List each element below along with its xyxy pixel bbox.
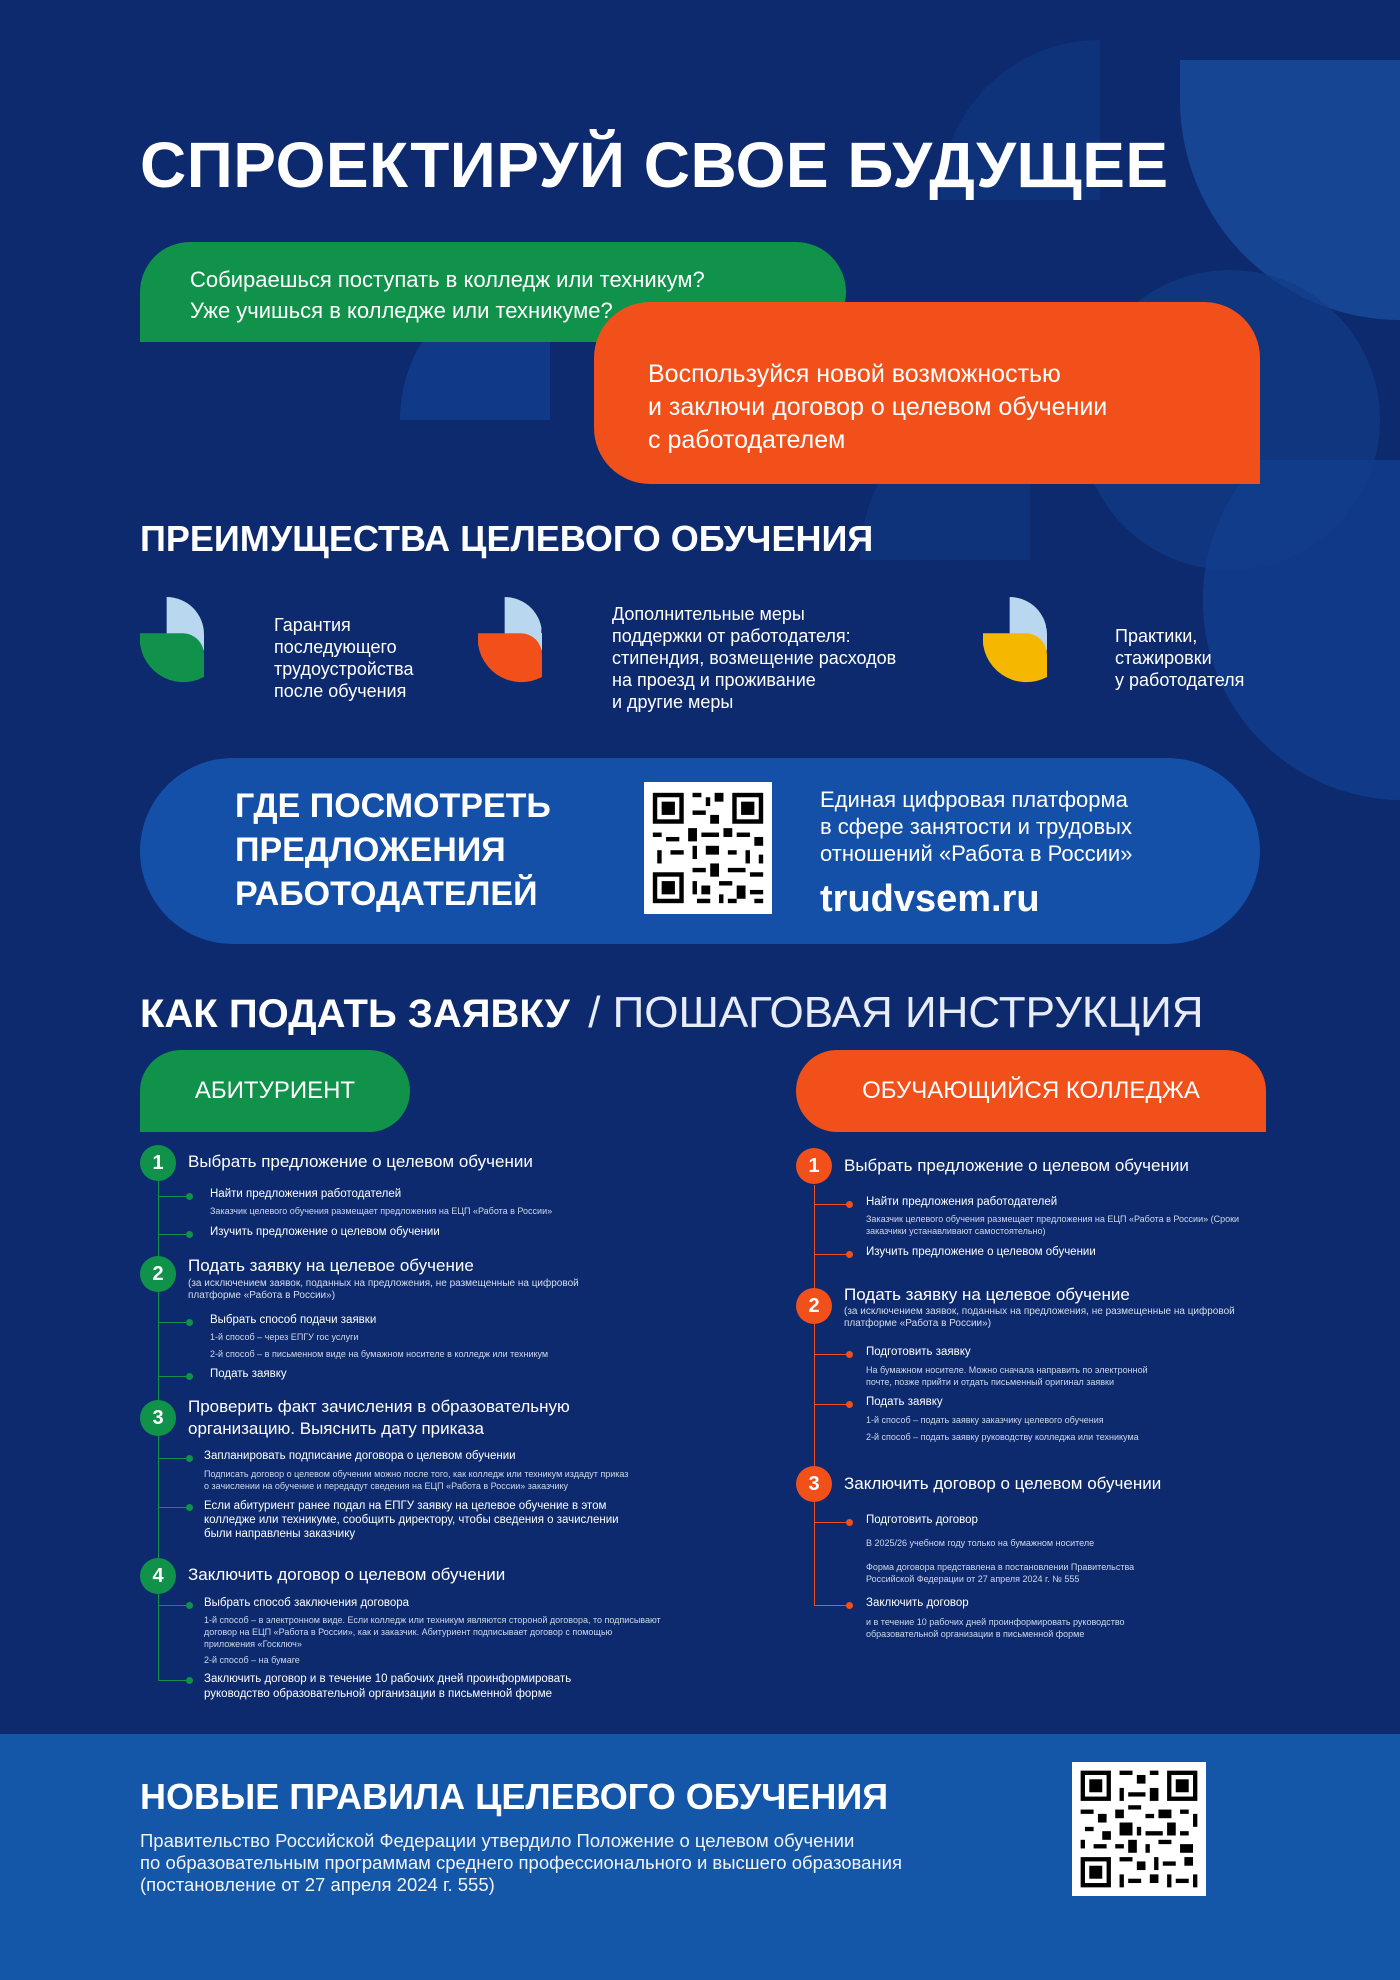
step-item-note: образовательной организации в письменной форме: [866, 1629, 1085, 1639]
howto-heading-row: [140, 988, 1203, 1038]
step-item: были направлены заказчику: [204, 1528, 356, 1540]
step-title: Проверить факт зачисления в образовательную: [188, 1397, 570, 1416]
advantage-number: 3: [1045, 600, 1067, 642]
step-item-note: о зачислении на обучение и передадут сведения на ЕЦП «Работа в России» заказчику: [204, 1481, 569, 1491]
step-title: Подать заявку на целевое обучение: [188, 1256, 474, 1275]
step-number: 4: [140, 1558, 176, 1594]
step-item-note: 1-й способ – подать заявку заказчику целевого обучения: [866, 1415, 1104, 1425]
step-item: Найти предложения работодателей: [866, 1196, 1058, 1208]
step-item: Изучить предложение о целевом обучении: [866, 1246, 1096, 1258]
step-item: Если абитуриент ранее подал на ЕПГУ заявку на целевое обучение в этом: [204, 1500, 607, 1512]
intro-question-line: Уже учишься в колледже или техникуме?: [190, 298, 613, 323]
step-item: Подготовить договор: [866, 1514, 978, 1526]
step-item: Подготовить заявку: [866, 1346, 971, 1358]
step-item: колледже или техникуме, сообщить директору, чтобы сведения о зачислении: [204, 1514, 619, 1526]
advantage-3-leaf-icon: [983, 582, 1047, 692]
step-item-note: В 2025/26 учебном году только на бумажном носителе: [866, 1538, 1095, 1548]
step-title: Заключить договор о целевом обучении: [188, 1565, 506, 1584]
step-item-note: 1-й способ – через ЕПГУ гос услуги: [210, 1332, 359, 1342]
step-item-note: заказчики устанавливают самостоятельно): [866, 1226, 1046, 1236]
step-item-note: Российской Федерации от 27 апреля 2024 г. № 555: [866, 1574, 1080, 1584]
step-item-note: 2-й способ – на бумаге: [204, 1655, 300, 1665]
step-item-note: почте, позже прийти и отдать письменный оригинал заявки: [866, 1377, 1114, 1387]
where-to-look-banner: [140, 758, 1260, 944]
step-item: Изучить предложение о целевом обучении: [210, 1226, 440, 1238]
step-item-note: и в течение 10 рабочих дней проинформировать руководство: [866, 1617, 1125, 1627]
tab-applicant[interactable]: АБИТУРИЕНТ: [140, 1050, 410, 1132]
step-item-note: Заказчик целевого обучения размещает предложения на ЕЦП «Работа в России» (Сроки: [866, 1214, 1240, 1224]
step-title: Выбрать предложение о целевом обучении: [844, 1156, 1189, 1175]
howto-heading: КАК ПОДАТЬ ЗАЯВКУ: [140, 992, 570, 1036]
step-note: платформе «Работа в России»): [844, 1318, 992, 1329]
step-item: руководство образовательной организации в письменной форме: [204, 1688, 552, 1700]
where-title: ГДЕ ПОСМОТРЕТЬ ПРЕДЛОЖЕНИЯ РАБОТОДАТЕЛЕЙ: [235, 787, 551, 913]
advantage-text: Гарантия последующего трудоустройства после обучения: [274, 615, 414, 701]
advantage-text: Дополнительные меры поддержки от работодателя: стипендия, возмещение расходов на проезд и проживание и другие меры: [612, 604, 897, 712]
step-item-note: 2-й способ – в письменном виде на бумажном носителе в колледж или техникум: [210, 1349, 549, 1359]
where-description: Единая цифровая платформа в сфере занятости и трудовых отношений «Работа в России»: [820, 787, 1133, 866]
tab-college-student[interactable]: ОБУЧАЮЩИЙСЯ КОЛЛЕДЖА: [796, 1050, 1266, 1132]
intro-question-line: Собираешься поступать в колледж или техникум?: [190, 267, 705, 292]
step-item-note: приложения «Госключ»: [204, 1639, 302, 1649]
footer-text: Правительство Российской Федерации утвердило Положение о целевом обучении по образовательным программам среднего профессионального и высшего образования (постановление от 27 апреля 2024 г. 555): [140, 1830, 902, 1895]
step-item-note: Заказчик целевого обучения размещает предложения на ЕЦП «Работа в России»: [210, 1206, 553, 1216]
advantage-2-leaf-icon: [478, 582, 542, 692]
advantage-text: Практики, стажировки у работодателя: [1115, 626, 1245, 690]
step-item-note: На бумажном носителе. Можно сначала направить по электронной: [866, 1365, 1148, 1375]
step-item-note: Форма договора представлена в постановлении Правительства: [866, 1562, 1135, 1572]
step-number: 3: [796, 1466, 832, 1502]
step-title: Выбрать предложение о целевом обучении: [188, 1152, 533, 1171]
step-item: Подать заявку: [210, 1368, 287, 1380]
step-item: Запланировать подписание договора о целевом обучении: [204, 1450, 516, 1462]
intro-answer-line: с работодателем: [648, 426, 846, 454]
advantage-number: 1: [202, 600, 224, 642]
step-item-note: Подписать договор о целевом обучении можно после того, как колледж или техникум издадут приказ: [204, 1469, 629, 1479]
step-item: Подать заявку: [866, 1396, 943, 1408]
step-number: 2: [140, 1256, 176, 1292]
step-number: 3: [140, 1400, 176, 1436]
step-number: 1: [796, 1148, 832, 1184]
step-note: платформе «Работа в России»): [188, 1290, 336, 1301]
howto-subheading: / ПОШАГОВАЯ ИНСТРУКЦИЯ: [588, 988, 1204, 1037]
page-title: СПРОЕКТИРУЙ СВОЕ БУДУЩЕЕ: [140, 129, 1169, 201]
advantage-number: 2: [540, 600, 562, 642]
footer: [0, 1734, 1400, 1980]
step-note: (за исключением заявок, поданных на предложения, не размещенные на цифровой: [188, 1278, 579, 1289]
intro-answer-line: Воспользуйся новой возможностью: [648, 360, 1061, 388]
step-note: (за исключением заявок, поданных на предложения, не размещенные на цифровой: [844, 1306, 1235, 1317]
platform-link[interactable]: trudvsem.ru: [820, 878, 1040, 920]
step-item: Выбрать способ заключения договора: [204, 1597, 410, 1609]
advantage-1-leaf-icon: [140, 582, 204, 692]
step-number: 2: [796, 1288, 832, 1324]
step-item: Заключить договор и в течение 10 рабочих дней проинформировать: [204, 1673, 572, 1685]
step-item: Выбрать способ подачи заявки: [210, 1314, 377, 1326]
step-item-note: 1-й способ – в электронном виде. Если колледж или техникум являются стороной договора, то подписывают: [204, 1615, 661, 1625]
step-title: Подать заявку на целевое обучение: [844, 1285, 1130, 1304]
step-item: Заключить договор: [866, 1597, 969, 1609]
step-item-note: договор на ЕЦП «Работа в России», как и заказчик. Абитуриент подписывает договор с помощью: [204, 1627, 613, 1637]
intro-answer-line: и заключи договор о целевом обучении: [648, 393, 1108, 421]
step-title: организацию. Выяснить дату приказа: [188, 1419, 484, 1438]
step-item: Найти предложения работодателей: [210, 1188, 402, 1200]
qr-code-icon[interactable]: [644, 782, 772, 914]
step-number: 1: [140, 1145, 176, 1181]
step-title: Заключить договор о целевом обучении: [844, 1474, 1162, 1493]
step-item-note: 2-й способ – подать заявку руководству колледжа или техникума: [866, 1432, 1139, 1442]
footer-qr-code-icon[interactable]: [1072, 1762, 1206, 1896]
intro-answer-bubble: [594, 302, 1260, 484]
advantages-heading: ПРЕИМУЩЕСТВА ЦЕЛЕВОГО ОБУЧЕНИЯ: [140, 518, 874, 559]
footer-title: НОВЫЕ ПРАВИЛА ЦЕЛЕВОГО ОБУЧЕНИЯ: [140, 1776, 889, 1817]
